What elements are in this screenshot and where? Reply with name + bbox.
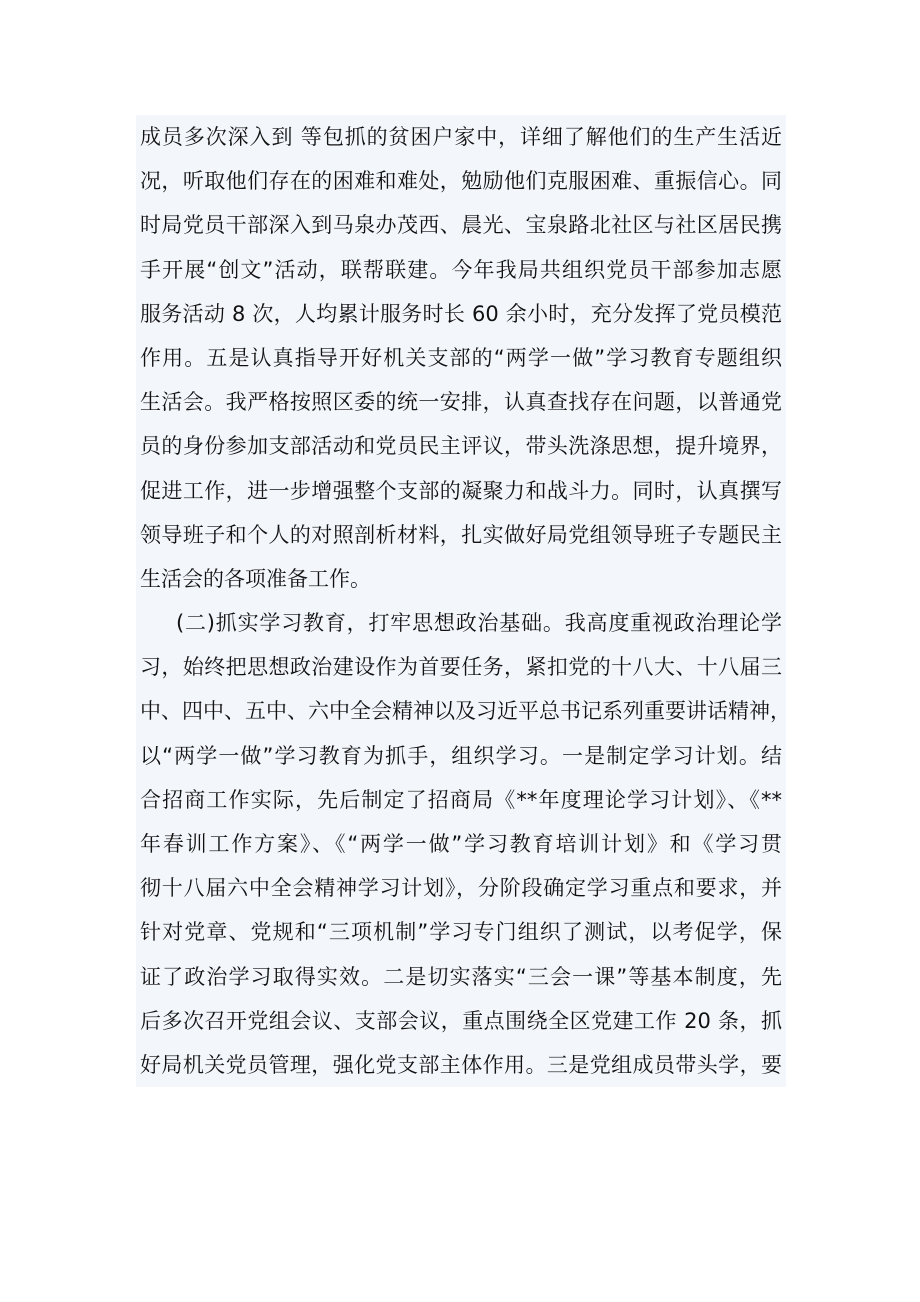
text-line: 中、四中、五中、六中全会精神以及习近平总书记系列重要讲话精神， (140, 699, 791, 724)
text-line: 好局机关党员管理，强化党支部主体作用。三是党组成员带头学，要 (140, 1052, 782, 1077)
paragraph-end-line: 生活会的各项准备工作。 (140, 566, 371, 591)
text-line: 生活会。我严格按照区委的统一安排，认真查找存在问题，以普通党 (140, 390, 782, 415)
text-line: 况，听取他们存在的困难和难处，勉励他们克服困难、重振信心。同 (140, 169, 782, 194)
text-line: 领导班子和个人的对照剖析材料，扎实做好局党组领导班子专题民主 (140, 522, 782, 547)
text-line: 以“两学一做”学习教育为抓手，组织学习。一是制定学习计划。结 (140, 743, 782, 768)
body-text (136, 115, 791, 1087)
text-line: 成员多次深入到 等包抓的贫困户家中，详细了解他们的生产生活近 (140, 125, 782, 149)
text-line: 后多次召开党组会议、支部会议，重点围绕全区党建工作 20 条，抓 (140, 1008, 782, 1033)
text-line: 服务活动 8 次，人均累计服务时长 60 余小时，充分发挥了党员模范 (140, 301, 782, 326)
text-line: 合招商工作实际，先后制定了招商局《**年度理论学习计划》、《** (140, 787, 782, 812)
text-line: 时局党员干部深入到马泉办茂西、晨光、宝泉路北社区与社区居民携 (140, 213, 782, 238)
text-line: 作用。五是认真指导开好机关支部的“两学一做”学习教育专题组织 (140, 345, 782, 370)
text-line: 习，始终把思想政治建设作为首要任务，紧扣党的十八大、十八届三 (140, 655, 782, 680)
text-line: 针对党章、党规和“三项机制”学习专门组织了测试，以考促学，保 (140, 920, 782, 945)
text-line: 彻十八届六中全会精神学习计划》，分阶段确定学习重点和要求，并 (140, 876, 782, 901)
text-line: 手开展“创文”活动，联帮联建。今年我局共组织党员干部参加志愿 (140, 257, 782, 282)
text-line: 年春训工作方案》、《“两学一做”学习教育培训计划》和《学习贯 (140, 832, 782, 856)
text-line: 证了政治学习取得实效。二是切实落实“三会一课”等基本制度，先 (140, 964, 782, 989)
text-line: 员的身份参加支部活动和党员民主评议，带头洗涤思想，提升境界， (140, 434, 782, 459)
text-line: 促进工作，进一步增强整个支部的凝聚力和战斗力。同时，认真撰写 (140, 478, 782, 503)
paragraph-start-line: (二)抓实学习教育，打牢思想政治基础。我高度重视政治理论学 (176, 611, 782, 636)
